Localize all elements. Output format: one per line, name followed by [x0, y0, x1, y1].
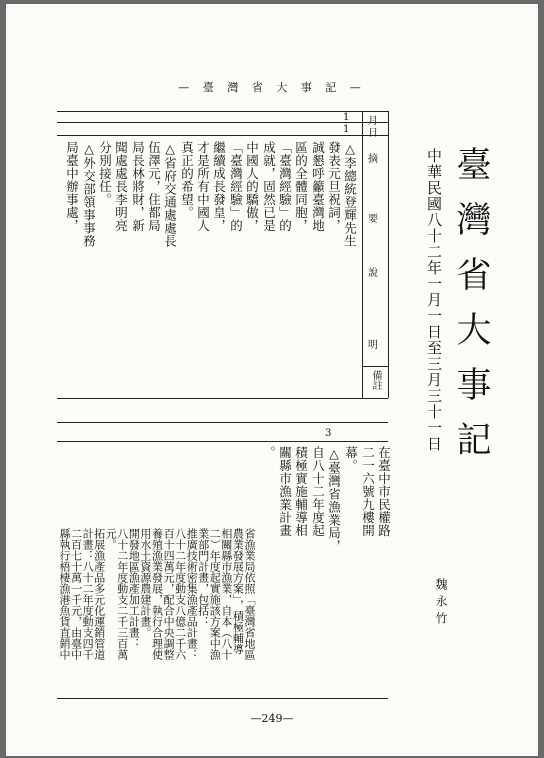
text-column: 發表元旦祝詞， — [326, 141, 342, 232]
text-column: 元。 — [104, 528, 118, 550]
text-column: 農業發展方案」，積極輔導 — [231, 528, 245, 655]
notes-rule — [362, 366, 388, 367]
text-column: 才是所有中國人 — [195, 141, 211, 232]
page-number: —249— — [250, 712, 294, 725]
month-row-rule — [57, 122, 388, 123]
month-label: 月 — [368, 116, 378, 127]
text-column: 誠懇呼籲臺灣地 — [310, 141, 326, 232]
table-right-rule — [388, 111, 389, 398]
text-column: 省漁業局依照「臺灣省地區 — [243, 528, 256, 660]
text-column: 真正的希望。 — [179, 141, 195, 219]
lower-day-rule — [57, 441, 388, 442]
day-label: 日 — [368, 128, 378, 139]
text-column: △臺灣省漁業局， — [326, 446, 342, 553]
author-name: 魏永竹 — [434, 578, 448, 629]
lower-top-rule — [57, 422, 388, 423]
table-top-rule — [57, 111, 388, 112]
text-column: 二百七十萬一千元，由臺中 — [69, 528, 83, 660]
text-column: 養殖漁業發展，執行合理使 — [150, 528, 164, 660]
text-column: 用水土資源農建計畫。 — [138, 528, 152, 638]
text-column: 拓展漁產品多元化運銷管道 — [92, 528, 106, 660]
notes-label: 備註 — [370, 370, 381, 390]
text-column: 二一六號九樓開 — [360, 446, 376, 537]
lower-bottom-rule — [57, 698, 388, 699]
date-range: 中華民國八十二年一月一日至三月三十一日 — [425, 148, 443, 452]
summary-label-4: 明 — [368, 340, 378, 351]
text-column: 區的全體同胞， — [293, 141, 309, 232]
text-column: 縣執行梧棲漁港魚貨直銷中 — [58, 528, 71, 660]
text-column: 「臺灣經驗」的 — [228, 141, 244, 232]
text-column: 「臺灣經驗」的 — [277, 141, 293, 232]
text-column: 成就，固然已是 — [261, 141, 277, 232]
day-row-rule — [57, 135, 388, 136]
summary-label-3: 說 — [368, 268, 378, 279]
text-column: 推廣技術密集漁產品計畫： — [185, 528, 199, 660]
text-column: 在臺中市民權路 — [376, 446, 392, 537]
text-column: △外交部領事事務 — [81, 141, 97, 248]
text-column: 分別接任。 — [97, 141, 113, 206]
text-column: △李總統登輝先生 — [342, 141, 358, 248]
entry-day: 1 — [343, 124, 350, 135]
text-column: 計畫：八十二年度動支四千 — [81, 528, 95, 660]
table-bottom-rule — [57, 398, 388, 399]
text-column: 業部門計畫，包括： — [196, 528, 210, 627]
text-column: 積極實施輔導相 — [293, 446, 309, 537]
text-column: 局臺中辦事處， — [64, 141, 80, 232]
text-column: 幕。 — [343, 446, 359, 472]
summary-label-2: 要 — [368, 214, 378, 225]
summary-label-1: 摘 — [368, 154, 378, 165]
text-column: 八十二年度動支八億二千六 — [173, 528, 187, 660]
entry-day: 3 — [325, 428, 332, 439]
text-column: 二）年度起實施該方案中漁 — [208, 528, 222, 660]
text-column: 中國人的驕傲， — [244, 141, 260, 232]
text-column: 開發地區漁產加工計畫： — [127, 528, 141, 649]
text-column: 伍澤元，住都局 — [146, 141, 162, 232]
text-column: 聞處處長李明亮 — [113, 141, 129, 232]
header-column-rule — [362, 111, 363, 398]
text-column: 繼續成長發皇， — [211, 141, 227, 232]
entry-month: 1 — [343, 112, 350, 123]
text-column: 自八十二年度起 — [310, 446, 326, 537]
text-column: 。 — [261, 446, 277, 459]
text-column: △省府交通處處長 — [162, 141, 178, 248]
text-column: 八十二年度動支二千三百萬 — [115, 528, 129, 660]
running-head: — 臺 灣 省 大 事 記 — — [178, 81, 366, 94]
text-column: 百十四萬元，配合中央調整 — [162, 528, 176, 660]
book-title: 臺灣省大事記 — [451, 146, 491, 476]
text-column: 關縣市漁業計畫 — [277, 446, 293, 537]
text-column: 局長林將財，新 — [130, 141, 146, 232]
text-column: 相關縣市漁業，自本（八十 — [219, 528, 233, 660]
